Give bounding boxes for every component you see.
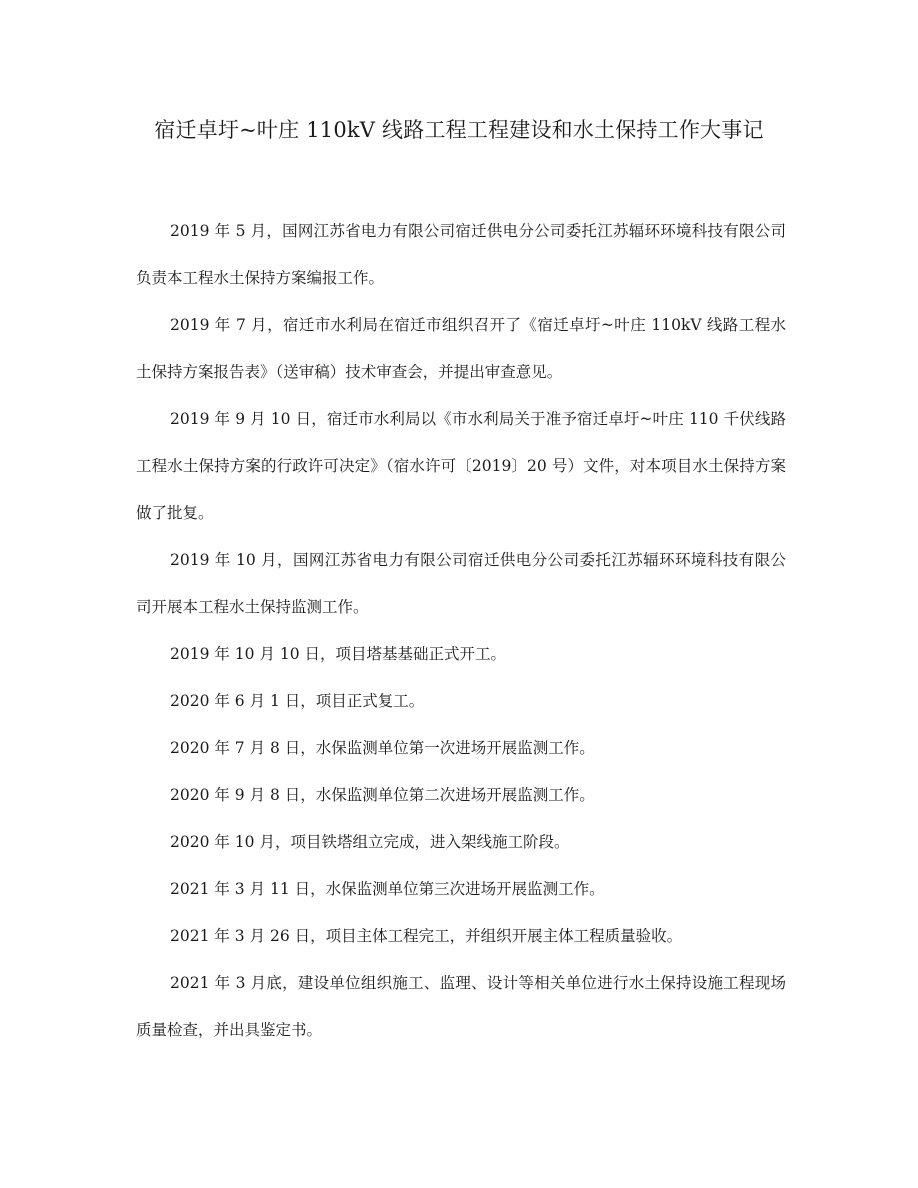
- event-paragraph: 2020 年 6 月 1 日，项目正式复工。: [170, 692, 425, 710]
- event-paragraph: 2019 年 10 月，国网江苏省电力有限公司宿迁供电分公司委托江苏辐环环境科技有限公司开展本工程水土保持监测工作。: [136, 551, 786, 616]
- event-paragraph: 2021 年 3 月 26 日，项目主体工程完工，并组织开展主体工程质量验收。: [170, 927, 683, 945]
- event-paragraph: 2020 年 9 月 8 日，水保监测单位第二次进场开展监测工作。: [170, 786, 595, 804]
- event-paragraph: 2019 年 7 月，宿迁市水利局在宿迁市组织召开了《宿迁卓圩~叶庄 110kV 线路工程水土保持方案报告表》（送审稿）技术审查会，并提出审查意见。: [136, 316, 786, 381]
- event-paragraph: 2021 年 3 月底，建设单位组织施工、监理、设计等相关单位进行水土保持设施工程现场质量检查，并出具鉴定书。: [136, 974, 786, 1039]
- document-body: [136, 208, 786, 1054]
- event-paragraph: 2019 年 9 月 10 日，宿迁市水利局以《市水利局关于准予宿迁卓圩~叶庄 110 千伏线路工程水土保持方案的行政许可决定》（宿水许可〔2019〕20 号）文件，对本项目水土保持方案做了批复。: [136, 410, 786, 522]
- event-paragraph: 2019 年 10 月 10 日，项目塔基基础正式开工。: [170, 645, 507, 663]
- event-paragraph: 2020 年 7 月 8 日，水保监测单位第一次进场开展监测工作。: [170, 739, 595, 757]
- event-paragraph: 2020 年 10 月，项目铁塔组立完成，进入架线施工阶段。: [170, 833, 570, 851]
- event-paragraph: 2019 年 5 月，国网江苏省电力有限公司宿迁供电分公司委托江苏辐环环境科技有限公司负责本工程水土保持方案编报工作。: [136, 222, 786, 287]
- event-paragraph: 2021 年 3 月 11 日，水保监测单位第三次进场开展监测工作。: [170, 880, 605, 898]
- document-title: 宿迁卓圩~叶庄 110kV 线路工程工程建设和水土保持工作大事记: [154, 118, 764, 142]
